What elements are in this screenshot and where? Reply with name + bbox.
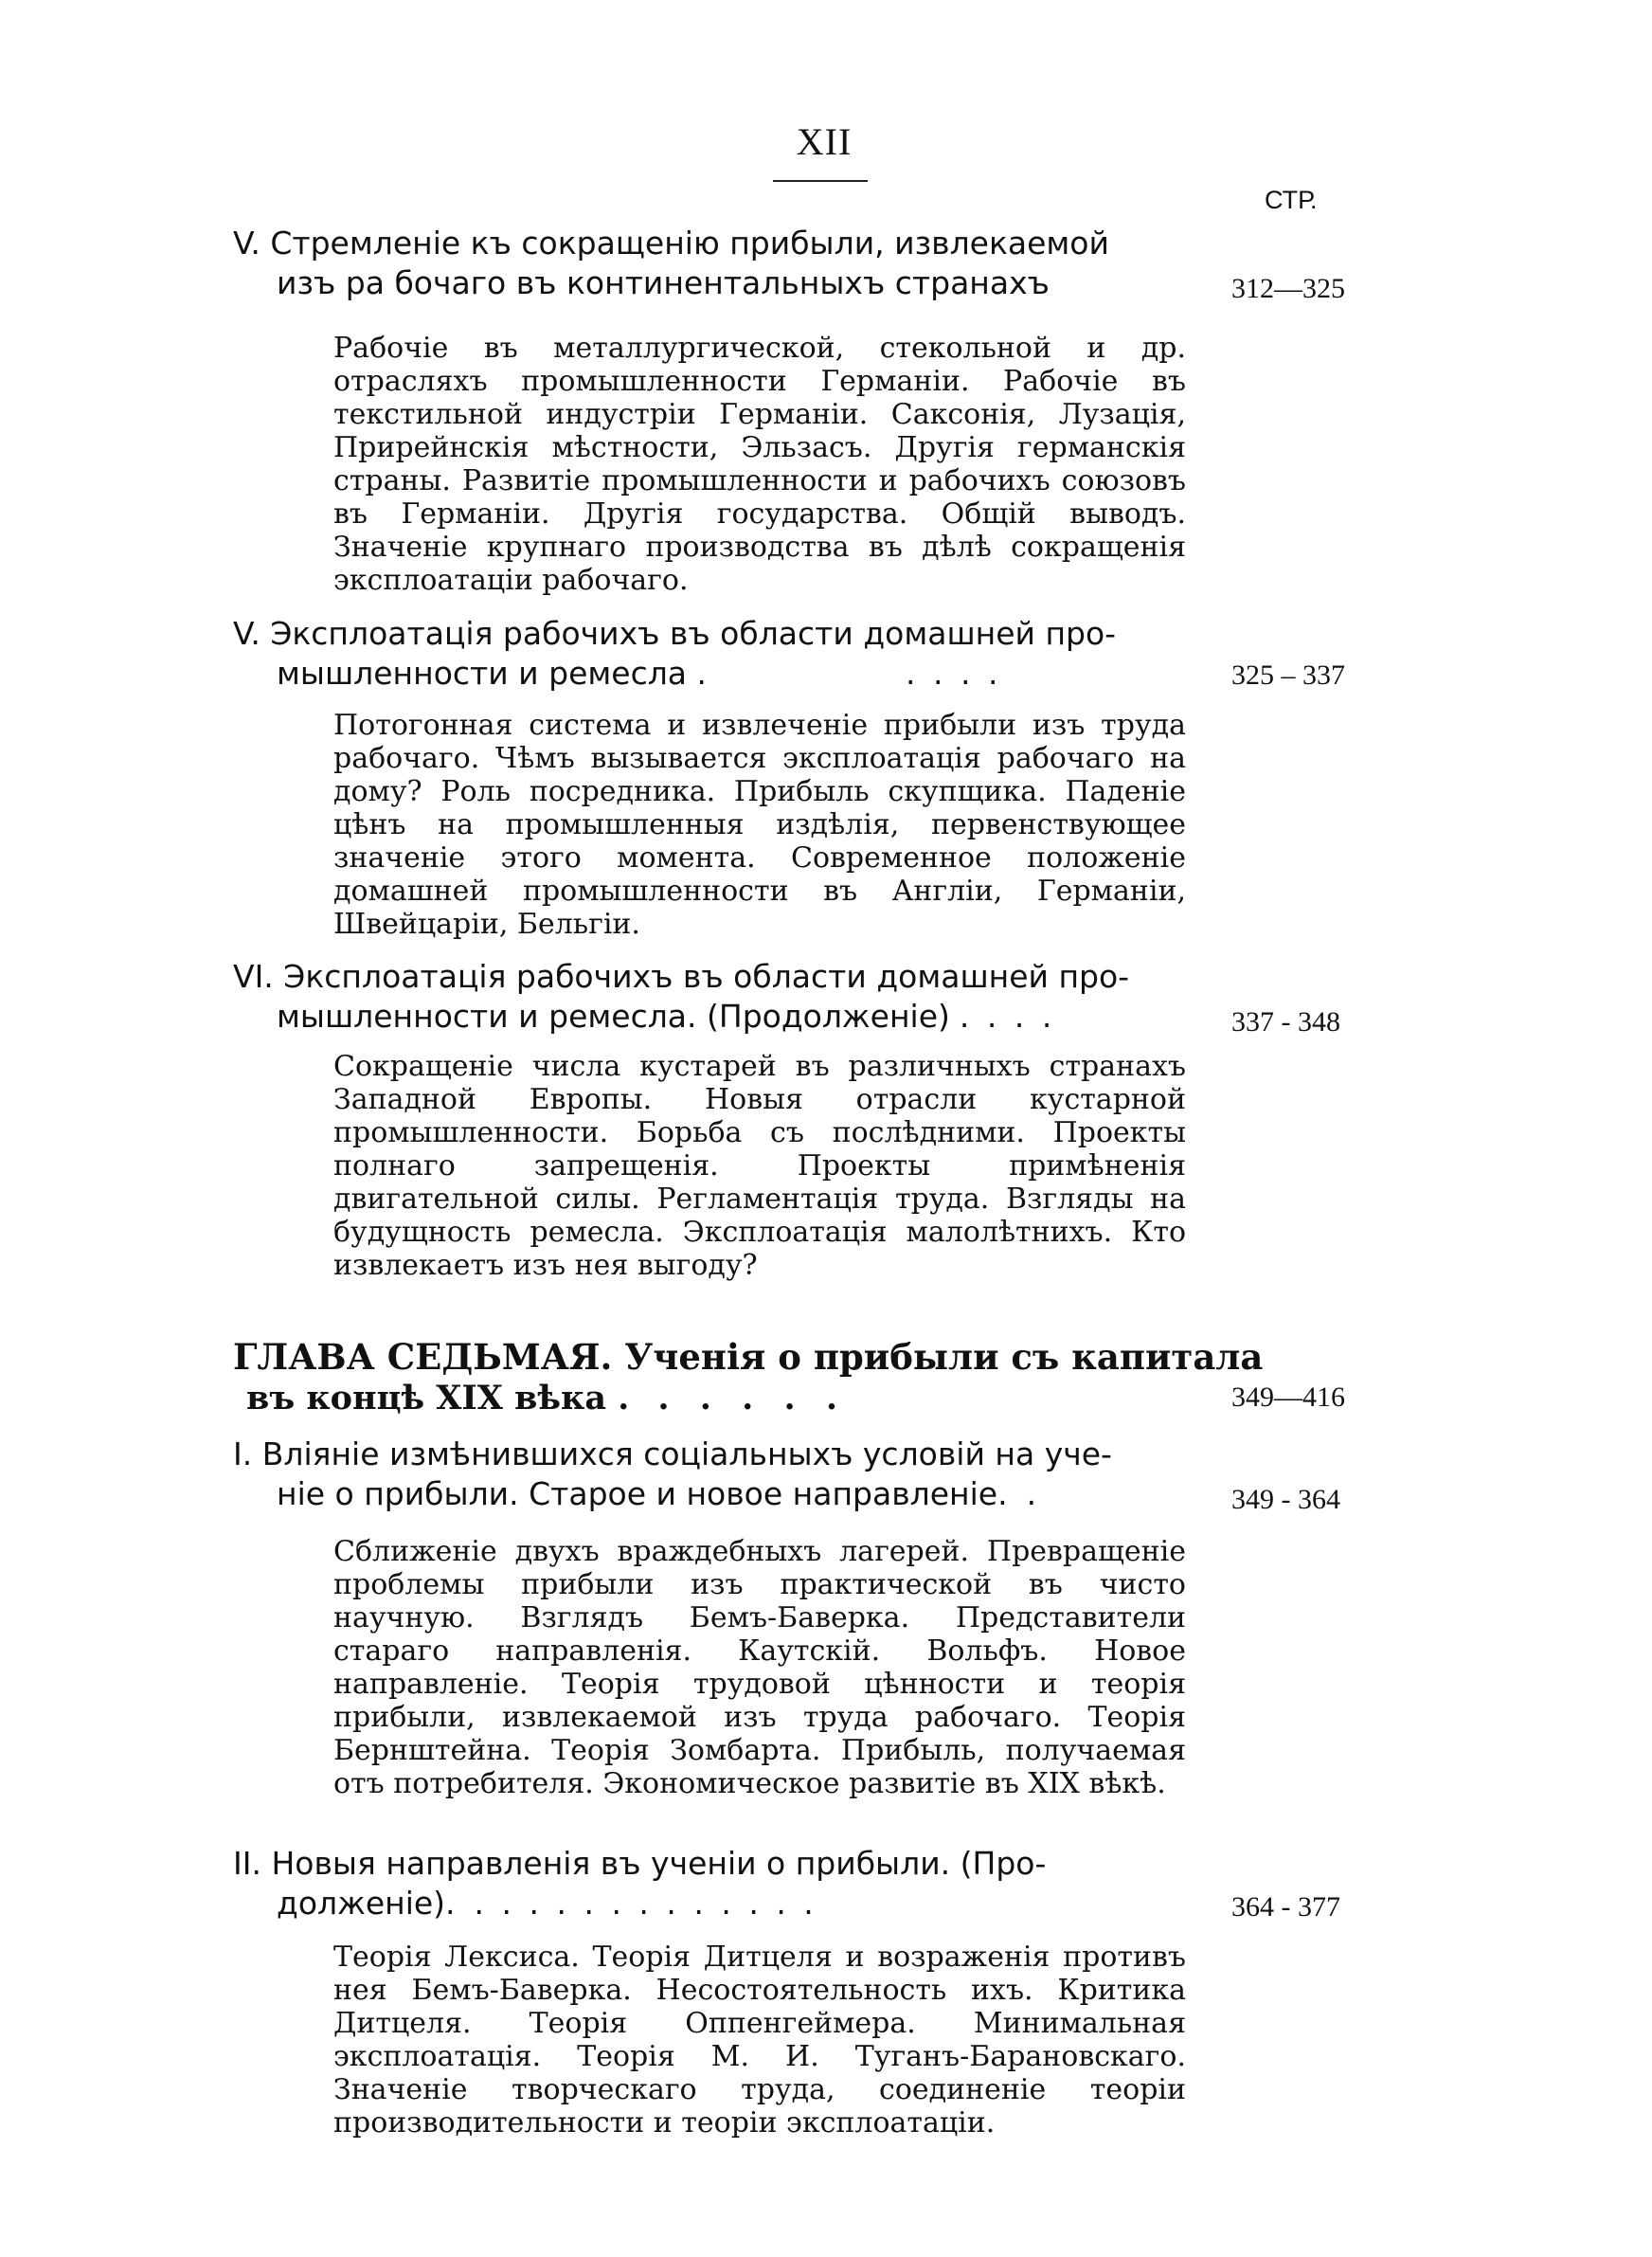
page-range: 349 - 364 (1231, 1484, 1340, 1515)
dot-leader: . . . . . (657, 1379, 848, 1417)
page-range: 325 – 337 (1231, 659, 1345, 691)
entry-title-line: I. Вліяніе измѣнившихся соціальныхъ условій на уче- (233, 1435, 1112, 1472)
dot-leader: . . . . . . . . . . . . . (474, 1885, 817, 1922)
entry-title-line: VI. Эксплоатація рабочихъ въ области домашней про- (233, 958, 1130, 995)
entry-title-line: V. Стремленіе къ сокращенію прибыли, извлекаемой (233, 225, 1109, 262)
dot-leader: . . . . (906, 655, 1002, 692)
entry-title-line: ніе о прибыли. Старое и новое направленіе. . (277, 1475, 1041, 1512)
entry-title-line: долженіе). . . . . . . . . . . . . . (277, 1885, 817, 1922)
entry-numeral: V. (233, 225, 260, 262)
entry-summary: Теорія Лексиса. Теорія Дитцеля и возраженія противъ нея Бемъ-Баверка. Несостоятельность ихъ. Критика Дитцеля. Теорія Оппенгеймера. Минимальная эксплоатація. Теорія М. И. Туганъ-Барановскаго. Значеніе творческаго труда, соединеніе теоріи производительности и теоріи эксплоатаціи. (333, 1941, 1186, 2140)
toc-entry-title (233, 1435, 1190, 1514)
entry-numeral: V. (233, 615, 260, 652)
page-range: 337 - 348 (1231, 1006, 1340, 1038)
toc-entry-title (233, 1844, 1190, 1923)
page-number-rule (773, 180, 868, 182)
entry-summary: Сближеніе двухъ враждебныхъ лагерей. Превращеніе проблемы прибыли изъ практической въ чисто научную. Взглядъ Бемъ-Баверка. Представители стараго направленія. Каутскій. Вольфъ. Новое направленіе. Теорія трудовой цѣнности и теорія прибыли, извлекаемой изъ труда рабочаго. Теорія Бернштейна. Теорія Зомбарта. Прибыль, получаемая отъ потребителя. Экономическое развитіе въ XIX вѣкѣ. (333, 1535, 1186, 1800)
entry-title-line: мышленности и ремесла. (Продолженіе) . . . . (277, 998, 1056, 1035)
entry-summary: Потогонная система и извлеченіе прибыли изъ труда рабочаго. Чѣмъ вызывается эксплоатація рабочаго на дому? Роль посредника. Прибыль скупщика. Паденіе цѣнъ на промышленныя издѣлія, первенствующее значеніе этого момента. Современное положеніе домашней промышленности въ Англіи, Германіи, Швейцаріи, Бельгіи. (333, 709, 1186, 941)
entry-numeral: II. (233, 1845, 261, 1882)
toc-entry-title (233, 957, 1190, 1037)
pages-column-label: СТР. (1265, 186, 1318, 214)
page-range: 312—325 (1231, 273, 1345, 304)
dot-leader: . . . . (959, 998, 1056, 1035)
entry-title-line: V. Эксплоатація рабочихъ въ области домашней про- (233, 615, 1117, 652)
toc-entry-title (233, 614, 1190, 694)
entry-numeral: VI. (233, 958, 274, 995)
entry-title-line: мышленности и ремесла . . . . . (277, 655, 1002, 692)
page-range: 349—416 (1231, 1381, 1345, 1413)
entry-title-line: II. Новыя направленія въ ученіи о прибыли. (Про- (233, 1845, 1047, 1882)
page-range: 364 - 377 (1231, 1891, 1340, 1923)
entry-title-line: изъ ра бочаго въ континентальныхъ странахъ (277, 264, 1050, 301)
chapter-title-line: въ концѣ XIX вѣка . . . . . . (246, 1379, 848, 1417)
entry-summary: Сокращеніе числа кустарей въ различныхъ странахъ Западной Европы. Новыя отрасли кустарной промышленности. Борьба съ послѣдними. Проекты полнаго запрещенія. Проекты примѣненія двигательной силы. Регламентація труда. Взгляды на будущность ремесла. Эксплоатація малолѣтнихъ. Кто извлекаетъ изъ нея выгоду? (333, 1050, 1186, 1282)
entry-summary: Рабочіе въ металлургической, стекольной и др. отрасляхъ промышленности Германіи. Рабочіе въ текстильной индустріи Германіи. Саксонія, Лузація, Прирейнскія мѣстности, Эльзасъ. Другія германскія страны. Развитіе промышленности и рабочихъ союзовъ въ Германіи. Другія государства. Общій выводъ. Значеніе крупнаго производства въ дѣлѣ сокращенія эксплоатаціи рабочаго. (333, 332, 1186, 597)
toc-entry-title (233, 224, 1190, 303)
chapter-title-line: ГЛАВА СЕДЬМАЯ. Ученія о прибыли съ капитала (233, 1336, 1264, 1378)
dot-leader: . (1026, 1475, 1041, 1512)
page-number: XII (796, 120, 853, 163)
entry-numeral: I. (233, 1435, 253, 1472)
chapter-heading (233, 1336, 1264, 1419)
